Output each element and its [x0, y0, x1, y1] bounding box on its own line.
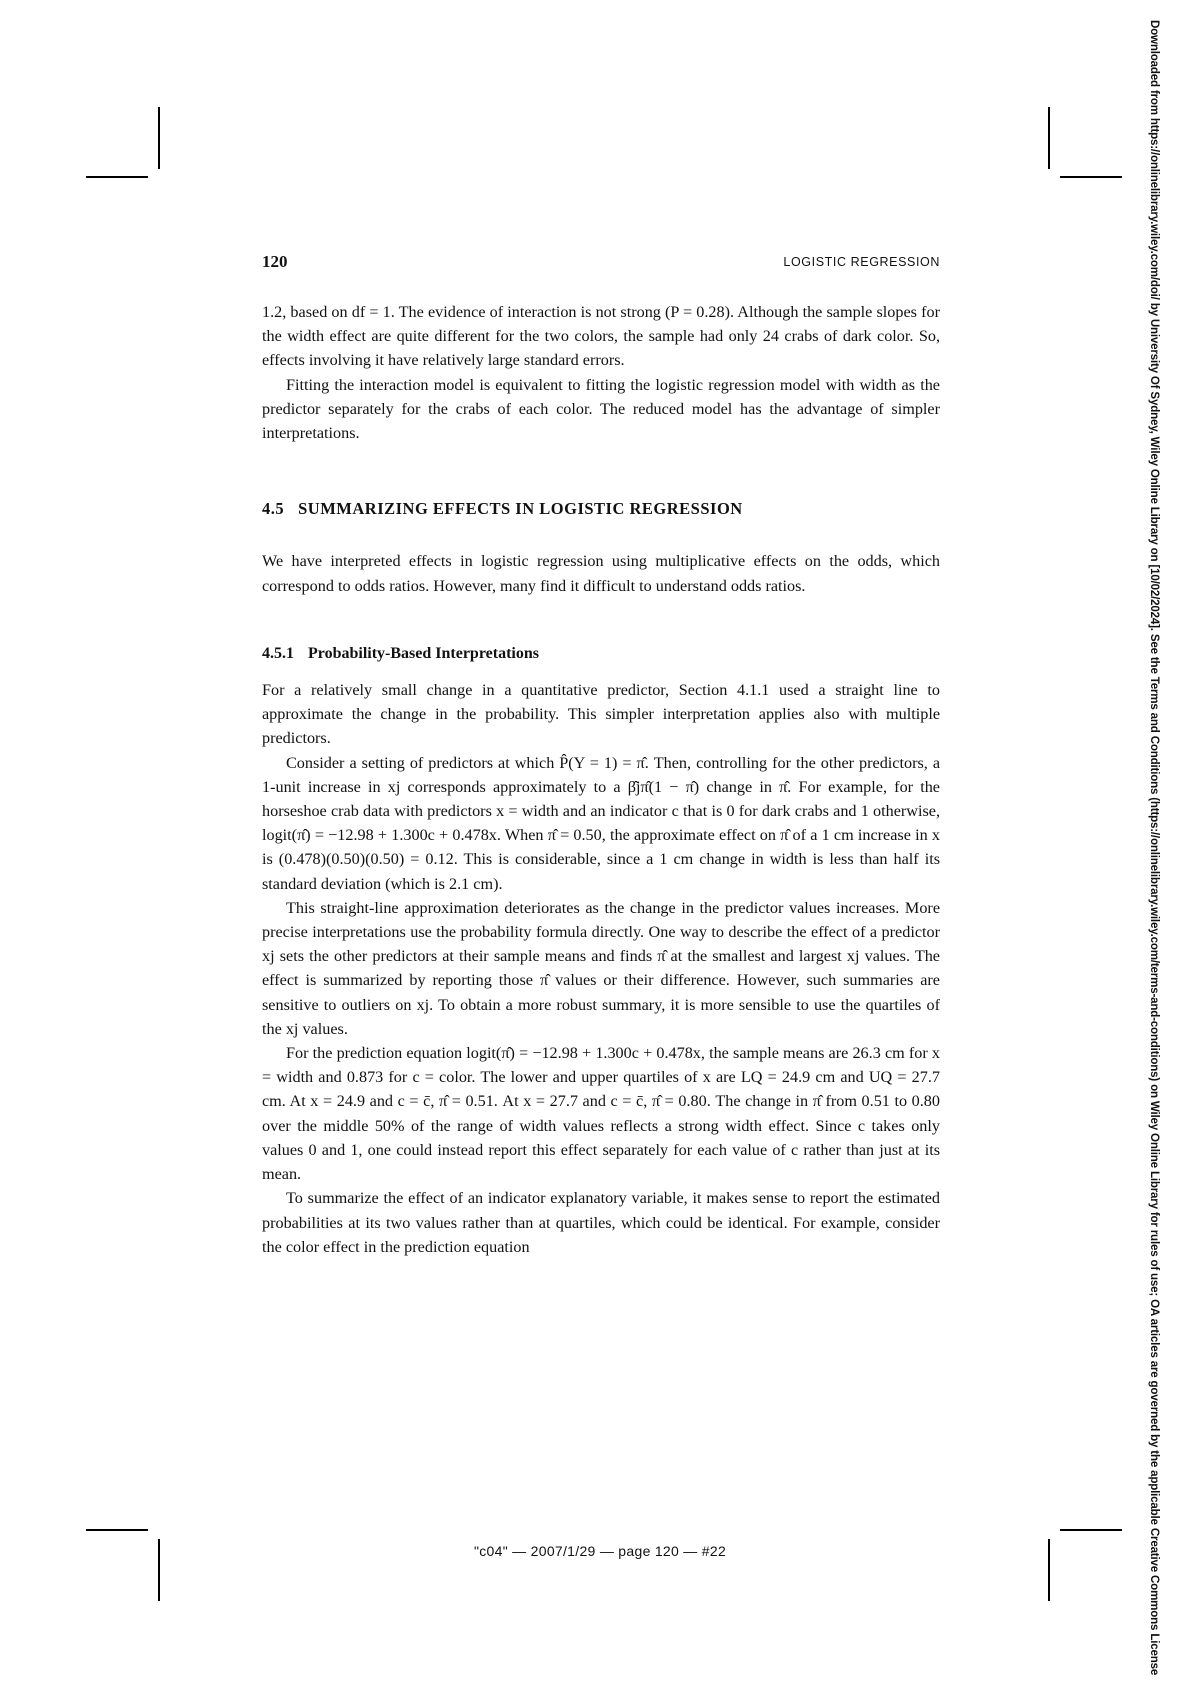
- section-number: 4.5: [262, 499, 285, 519]
- page-body: [262, 300, 940, 1259]
- subsection-title: Probability-Based Interpretations: [308, 644, 539, 662]
- crop-mark: [86, 176, 148, 178]
- download-notice: [1148, 20, 1190, 1676]
- subsection-number: 4.5.1: [262, 644, 294, 662]
- page-footer: [0, 1543, 1200, 1559]
- page-header: [262, 252, 940, 276]
- section-title: SUMMARIZING EFFECTS IN LOGISTIC REGRESSION: [298, 499, 743, 519]
- crop-mark: [1060, 176, 1122, 178]
- crop-mark: [86, 1529, 148, 1531]
- download-notice-text: Downloaded from https://onlinelibrary.wiley.com/doi/ by University Of Sydney, Wiley Online Library on [10/02/2024]. See the Terms and Conditions (https://onlinelibrary.wiley.com/terms-and-conditions) on Wiley Online Library for rules of use; OA articles are governed by the applicable Creative Commons License: [1148, 20, 1161, 1676]
- section-heading: [262, 497, 940, 521]
- footer-text: "c04" — 2007/1/29 — page 120 — #22: [473, 1543, 727, 1559]
- paragraph: We have interpreted effects in logistic regression using multiplicative effects on the odds, which correspond to odds ratios. However, many find it difficult to understand odds ratios.: [262, 552, 940, 595]
- subsection-heading: [262, 642, 940, 666]
- paragraph: Fitting the interaction model is equivalent to fitting the logistic regression model with width as the predictor separately for the crabs of each color. The reduced model has the advantage of simpler interpretations.: [262, 375, 940, 443]
- paragraph: This straight-line approximation deteriorates as the change in the predictor values increases. More precise interpretations use the probability formula directly. One way to describe the effect of a predictor xj sets the other predictors at their sample means and finds π̂ at the smallest and largest xj values. The effect is summarized by reporting those π̂ values or their difference. However, such summaries are sensitive to outliers on xj. To obtain a more robust summary, it is more sensible to use the quartiles of the xj values.: [262, 898, 940, 1038]
- paragraph: For a relatively small change in a quantitative predictor, Section 4.1.1 used a straight line to approximate the change in the probability. This simpler interpretation applies also with multiple predictors.: [262, 681, 940, 748]
- paragraph: For the prediction equation logit(π̂) = −12.98 + 1.300c + 0.478x, the sample means are 26.3 cm for x = width and 0.873 for c = color. The lower and upper quartiles of x are LQ = 24.9 cm and UQ = 27.7 cm. At x = 24.9 and c = c̄, π̂ = 0.51. At x = 27.7 and c = c̄, π̂ = 0.80. The change in π̂ from 0.51 to 0.80 over the middle 50% of the range of width values reflects a strong width effect. Since c takes only values 0 and 1, one could instead report this effect separately for each value of c rather than just at its mean.: [262, 1044, 940, 1184]
- crop-mark: [158, 107, 160, 169]
- running-head: LOGISTIC REGRESSION: [783, 255, 940, 269]
- paragraph: 1.2, based on df = 1. The evidence of interaction is not strong (P = 0.28). Although the sample slopes for the width effect are quite different for the two colors, the sample had only 24 crabs of dark color. So, effects involving it have relatively large standard errors.: [262, 303, 940, 370]
- page-number: 120: [262, 252, 288, 271]
- crop-mark: [1060, 1529, 1122, 1531]
- paragraph: To summarize the effect of an indicator explanatory variable, it makes sense to report the estimated probabilities at its two values rather than at quartiles, which could be identical. For example, consider the color effect in the prediction equation: [262, 1189, 940, 1256]
- paragraph: Consider a setting of predictors at which P̂(Y = 1) = π̂. Then, controlling for the other predictors, a 1-unit increase in xj corresponds approximately to a β̂jπ̂(1 − π̂) change in π̂. For example, for the horseshoe crab data with predictors x = width and an indicator c that is 0 for dark crabs and 1 otherwise, logit(π̂) = −12.98 + 1.300c + 0.478x. When π̂ = 0.50, the approximate effect on π̂ of a 1 cm increase in x is (0.478)(0.50)(0.50) = 0.12. This is considerable, since a 1 cm change in width is less than half its standard deviation (which is 2.1 cm).: [262, 753, 940, 893]
- crop-mark: [1048, 107, 1050, 169]
